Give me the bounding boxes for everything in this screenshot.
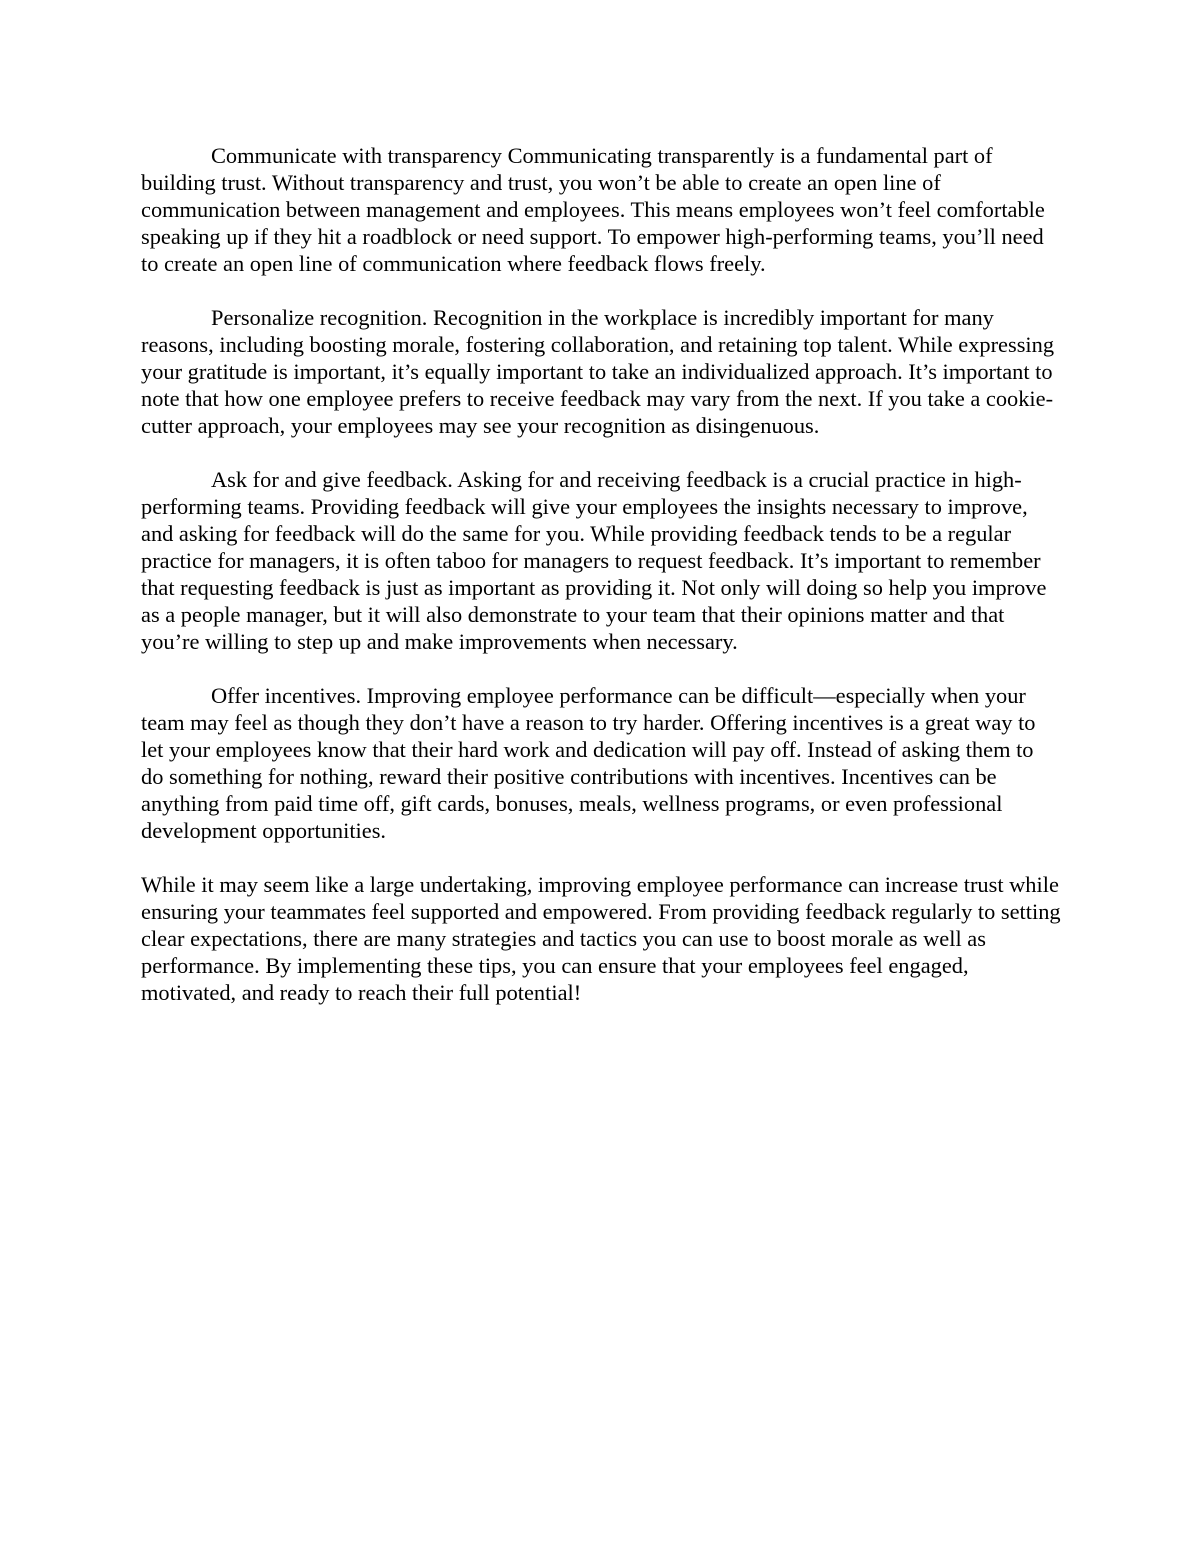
paragraph-offer-incentives: Offer incentives. Improving employee performance can be difficult—especially when your team may feel as though they don’t have a reason to try harder. Offering incentives is a great way to let your employees know that their hard work and dedication will pay off. Instead of asking them to do something for nothing, reward their positive contributions with incentives. Incentives can be anything from paid time off, gift cards, bonuses, meals, wellness programs, or even professional development opportunities. xyxy=(141,683,1036,843)
paragraph-communicate-transparency: Communicate with transparency Communicating transparently is a fundamental part of building trust. Without transparency and trust, you won’t be able to create an open line of communication between management and employees. This means employees won’t feel comfortable speaking up if they hit a roadblock or need support. To empower high-performing teams, you’ll need to create an open line of communication where feedback flows freely. xyxy=(141,143,1045,276)
paragraph-conclusion: While it may seem like a large undertaking, improving employee performance can increase trust while ensuring your teammates feel supported and empowered. From providing feedback regularly to setting clear expectations, there are many strategies and tactics you can use to boost morale as well as performance. By implementing these tips, you can ensure that your employees feel engaged, motivated, and ready to reach their full potential! xyxy=(141,872,1061,1005)
paragraph-personalize-recognition: Personalize recognition. Recognition in the workplace is incredibly important for many reasons, including boosting morale, fostering collaboration, and retaining top talent. While expressing your gratitude is important, it’s equally important to take an individualized approach. It’s important to note that how one employee prefers to receive feedback may vary from the next. If you take a cookie-cutter approach, your employees may see your recognition as disingenuous. xyxy=(141,305,1055,438)
paragraph-ask-give-feedback: Ask for and give feedback. Asking for and receiving feedback is a crucial practice in high-performing teams. Providing feedback will give your employees the insights necessary to improve, and asking for feedback will do the same for you. While providing feedback tends to be a regular practice for managers, it is often taboo for managers to request feedback. It’s important to remember that requesting feedback is just as important as providing it. Not only will doing so help you improve as a people manager, but it will also demonstrate to your team that their opinions matter and that you’re willing to step up and make improvements when necessary. xyxy=(141,467,1047,654)
document-body xyxy=(141,142,1061,1033)
